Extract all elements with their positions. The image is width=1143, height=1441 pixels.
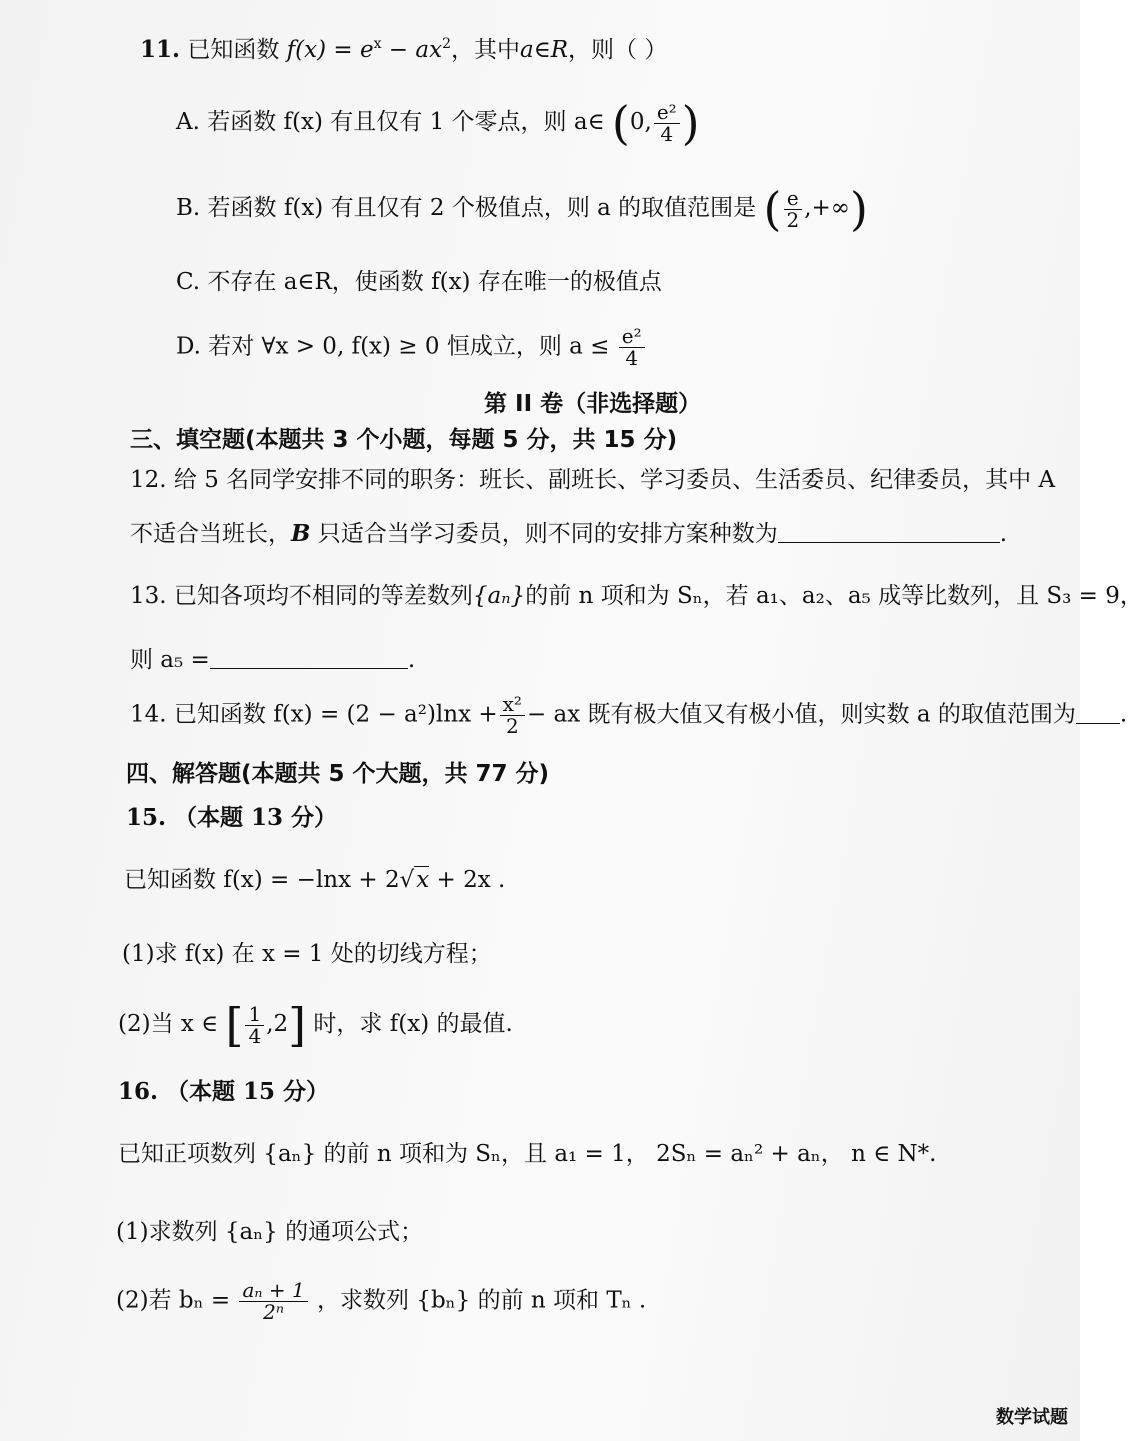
q13-line2 bbox=[130, 646, 415, 675]
q12-line2-b: B bbox=[291, 520, 311, 547]
q16-part1: (1)求数列 {aₙ} 的通项公式； bbox=[116, 1219, 424, 1245]
q15-part2-tail: ,2 bbox=[266, 1011, 289, 1037]
q11-option-d-den: 4 bbox=[625, 346, 639, 370]
q13-sequence: {aₙ} bbox=[472, 583, 526, 609]
q12-answer-blank[interactable] bbox=[778, 520, 1000, 543]
q11-option-b-close: ) bbox=[849, 182, 868, 236]
part2-title: 第 II 卷（非选择题） bbox=[484, 391, 702, 417]
q11-option-a-close: ) bbox=[681, 96, 700, 150]
q11-exponent: x bbox=[373, 36, 382, 52]
q11-option-a bbox=[176, 96, 700, 150]
q15-part1: (1)求 f(x) 在 x = 1 处的切线方程； bbox=[122, 941, 492, 967]
q15-header: 15. （本题 13 分） bbox=[126, 804, 338, 831]
q11-option-d bbox=[176, 326, 647, 369]
q16-part2-den: 2ⁿ bbox=[263, 1300, 284, 1324]
q12-line2-text-a: 不适合当班长， bbox=[130, 521, 291, 547]
q14-end: . bbox=[1119, 701, 1128, 728]
section4-title: 四、解答题(本题共 5 个大题，共 77 分) bbox=[126, 761, 550, 787]
q16-part2-text-a: (2)若 bₙ = bbox=[116, 1287, 231, 1314]
q13-answer-blank[interactable] bbox=[210, 646, 408, 669]
q11-option-a-fraction bbox=[654, 99, 680, 146]
q15-part2-text-a: (2)当 x ∈ bbox=[118, 1011, 219, 1037]
q11-option-c bbox=[176, 268, 662, 297]
q16-part2-fraction bbox=[239, 1280, 307, 1323]
q11-number: 11. bbox=[140, 36, 181, 63]
q14-text-b: − ax 既有极大值又有极小值，则实数 a 的取值范围为 bbox=[526, 701, 1076, 728]
q11-option-a-num: e² bbox=[654, 102, 680, 124]
q15-sqrt-arg: x bbox=[416, 867, 430, 893]
q12-line1: 12. 给 5 名同学安排不同的职务：班长、副班长、学习委员、生活委员、纪律委员，其中 A bbox=[130, 467, 1056, 493]
page-footer: 数学试题 bbox=[996, 1406, 1068, 1428]
q12-line2-end: . bbox=[999, 521, 1008, 547]
q11-option-a-text: 若函数 f(x) 有且仅有 1 个零点，则 a∈ bbox=[207, 109, 605, 135]
q14-answer-blank[interactable] bbox=[1076, 701, 1120, 724]
q14-frac-num: x² bbox=[500, 694, 525, 716]
q15-part2-fraction bbox=[245, 1001, 264, 1048]
q13-line1 bbox=[130, 582, 1143, 611]
q11-option-d-text: 若对 ∀x > 0, f(x) ≥ 0 恒成立，则 a ≤ bbox=[208, 333, 610, 360]
q15-part2-den: 4 bbox=[248, 1023, 262, 1048]
q11-stem bbox=[140, 36, 667, 65]
q11-option-d-label: D. bbox=[176, 333, 201, 360]
q11-option-b-open: ( bbox=[763, 182, 782, 236]
q11-option-c-text: 不存在 a∈R，使函数 f(x) 存在唯一的极值点 bbox=[207, 269, 662, 295]
q16-part2-text-b: ，求数列 {bₙ} 的前 n 项和 Tₙ . bbox=[317, 1287, 647, 1314]
q14-text-a: 14. 已知函数 f(x) = (2 − a²)lnx + bbox=[130, 701, 498, 728]
q11-option-b-tail: ,+∞ bbox=[804, 195, 850, 221]
q11-option-c-label: C. bbox=[176, 269, 201, 295]
q11-option-a-open: ( bbox=[611, 96, 630, 150]
q14-frac-den: 2 bbox=[505, 714, 519, 738]
q11-option-b-den: 2 bbox=[786, 207, 800, 232]
q11-function-tail: − ax bbox=[381, 37, 443, 63]
q11-option-d-num: e² bbox=[619, 326, 645, 348]
q12-line2 bbox=[130, 520, 1007, 549]
q11-option-b-text: 若函数 f(x) 有且仅有 2 个极值点，则 a 的取值范围是 bbox=[207, 195, 757, 221]
q11-square: 2 bbox=[442, 36, 451, 52]
q13-line2-end: . bbox=[407, 647, 416, 673]
q11-stem-end: ，则（ ） bbox=[568, 37, 668, 63]
q11-function: f(x) = e bbox=[286, 37, 374, 63]
q15-part2 bbox=[118, 998, 513, 1052]
q11-stem-text: 已知函数 bbox=[187, 37, 280, 63]
q11-condition: a∈R bbox=[519, 37, 569, 63]
q11-stem-mid: ，其中 bbox=[450, 37, 520, 63]
q12-line2-text-c: 只适合当学习委员，则不同的安排方案种数为 bbox=[310, 521, 778, 547]
q13-line1-text-a: 13. 已知各项均不相同的等差数列 bbox=[130, 583, 473, 609]
q14-fraction bbox=[500, 694, 525, 737]
q15-stem-text: 已知函数 f(x) = −lnx + 2 bbox=[124, 867, 400, 893]
q11-option-b-fraction bbox=[783, 185, 802, 232]
section3-title: 三、填空题(本题共 3 个小题，每题 5 分，共 15 分) bbox=[130, 427, 678, 453]
q15-stem-tail: + 2x . bbox=[429, 867, 506, 893]
q16-stem: 已知正项数列 {aₙ} 的前 n 项和为 Sₙ，且 a₁ = 1， 2Sₙ = aₙ² + aₙ， n ∈ N*. bbox=[118, 1141, 937, 1167]
q11-option-b-num: e bbox=[784, 188, 802, 210]
q15-part2-text-b: 时，求 f(x) 的最值. bbox=[313, 1011, 513, 1037]
q11-option-b-label: B. bbox=[176, 195, 201, 221]
q16-part2-num: aₙ + 1 bbox=[239, 1280, 307, 1302]
q15-part2-num: 1 bbox=[245, 1004, 264, 1026]
q15-part2-close: ] bbox=[288, 998, 307, 1052]
q11-option-a-label: A. bbox=[176, 109, 200, 135]
q15-stem: 已知函数 f(x) = −lnx + 2√x + 2x . bbox=[124, 867, 506, 893]
q14-line bbox=[130, 694, 1127, 737]
q16-part2 bbox=[116, 1280, 646, 1323]
q13-line1-text-b: 的前 n 项和为 Sₙ，若 a₁、a₂、a₅ 成等比数列，且 S₃ = 9， bbox=[525, 583, 1143, 609]
q11-option-a-den: 4 bbox=[660, 121, 674, 146]
q15-part2-open: [ bbox=[225, 998, 244, 1052]
q11-option-d-fraction bbox=[619, 326, 645, 369]
q16-header: 16. （本题 15 分） bbox=[118, 1078, 330, 1105]
q13-line2-text: 则 a₅ = bbox=[130, 647, 210, 673]
q11-option-a-zero: 0, bbox=[629, 109, 652, 135]
q11-option-b bbox=[176, 182, 868, 236]
